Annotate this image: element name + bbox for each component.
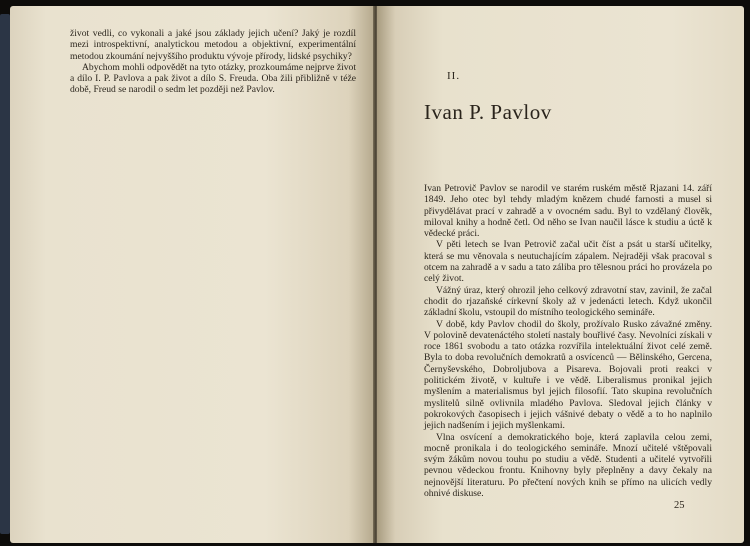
- left-paragraph-1: život vedli, co vykonali a jaké jsou základy jejich učení? Jaký je rozdíl mezi introspektivní, analytickou metodou a objektivní, experimentální metodou zkoumání nejvyššího produktu vývoje přírody, lidské psychiky?: [70, 28, 356, 62]
- left-paragraph-2: Abychom mohli odpovědět na tyto otázky, prozkoumáme nejprve život a dílo I. P. Pavlova a pak život a dílo S. Freuda. Oba žili přibližně v téže době, Freud se narodil o sedm let později než Pavlov.: [70, 61, 356, 96]
- right-paragraph-2: V pěti letech se Ivan Petrovič začal učit číst a psát u starší učitelky, která se mu věnovala s neutuchajícím zápalem. Nejraději však pracoval s otcem na zahradě a v sadu a tato záliba pro tělesnou práci ho provázela po celý život.: [424, 239, 712, 285]
- right-paragraph-3: Vážný úraz, který ohrozil jeho celkový zdravotní stav, zavinil, že začal chodit do rjazaňské církevní školy až v jedenácti letech. Když ukončil základní školu, vstoupil do místního teologického semináře.: [424, 284, 712, 319]
- chapter-title: Ivan P. Pavlov: [424, 100, 552, 124]
- page-number: 25: [674, 500, 685, 511]
- cover-edge: [0, 14, 10, 534]
- chapter-number: II.: [447, 70, 461, 82]
- right-paragraph-1: Ivan Petrovič Pavlov se narodil ve starém ruském městě Rjazani 14. září 1849. Jeho otec byl tehdy mladým knězem chudé farnosti a musel si přivydělávat prací v zahradě a v ovocném sadu. Byl to vzdělaný člověk, miloval knihy a hodně četl. Od něho se Ivan naučil lásce k studiu a úctě k vědecké práci.: [424, 183, 712, 240]
- left-page-text: [70, 28, 356, 96]
- right-paragraph-4: V době, kdy Pavlov chodil do školy, prožívalo Rusko závažné změny. V polovině devatenáctého století nastaly bouřlivé časy. Nevolníci získali v roce 1861 svobodu a tato otázka rozvířila intelektuální život celé země. Byla to doba revolučních demokratů a osvícenců — Bělinského, Gercena, Černyševského, Dobroljubova a Pisareva. Bojovali proti reakci v politickém životě, v kultuře i ve vědě. Liberalismus pronikal jejich myšlením a materialismus byl jejich filosofií. Tato skupina revolučních myslitelů silně ovlivnila mladého Pavlova. Sledoval jejich články v pokrokových časopisech i jejich vášnivé debaty o vědě a to ho naplnilo jejich nadšením i jejich myšlenkami.: [424, 318, 712, 432]
- right-paragraph-5: Vlna osvícení a demokratického boje, která zaplavila celou zemi, mocně pronikala i do teologického semináře. Mnozí učitelé vštěpovali svým žákům novou touhu po studiu a vědě. Studenti a učitelé vytvořili pevnou vědeckou frontu. Knihovny byly přeplněny a davy čekaly na nejnovější literaturu. Po přečtení nových knih se přímo na ulicích vedly ohnivé diskuse.: [424, 431, 712, 500]
- right-page-text: [424, 183, 712, 499]
